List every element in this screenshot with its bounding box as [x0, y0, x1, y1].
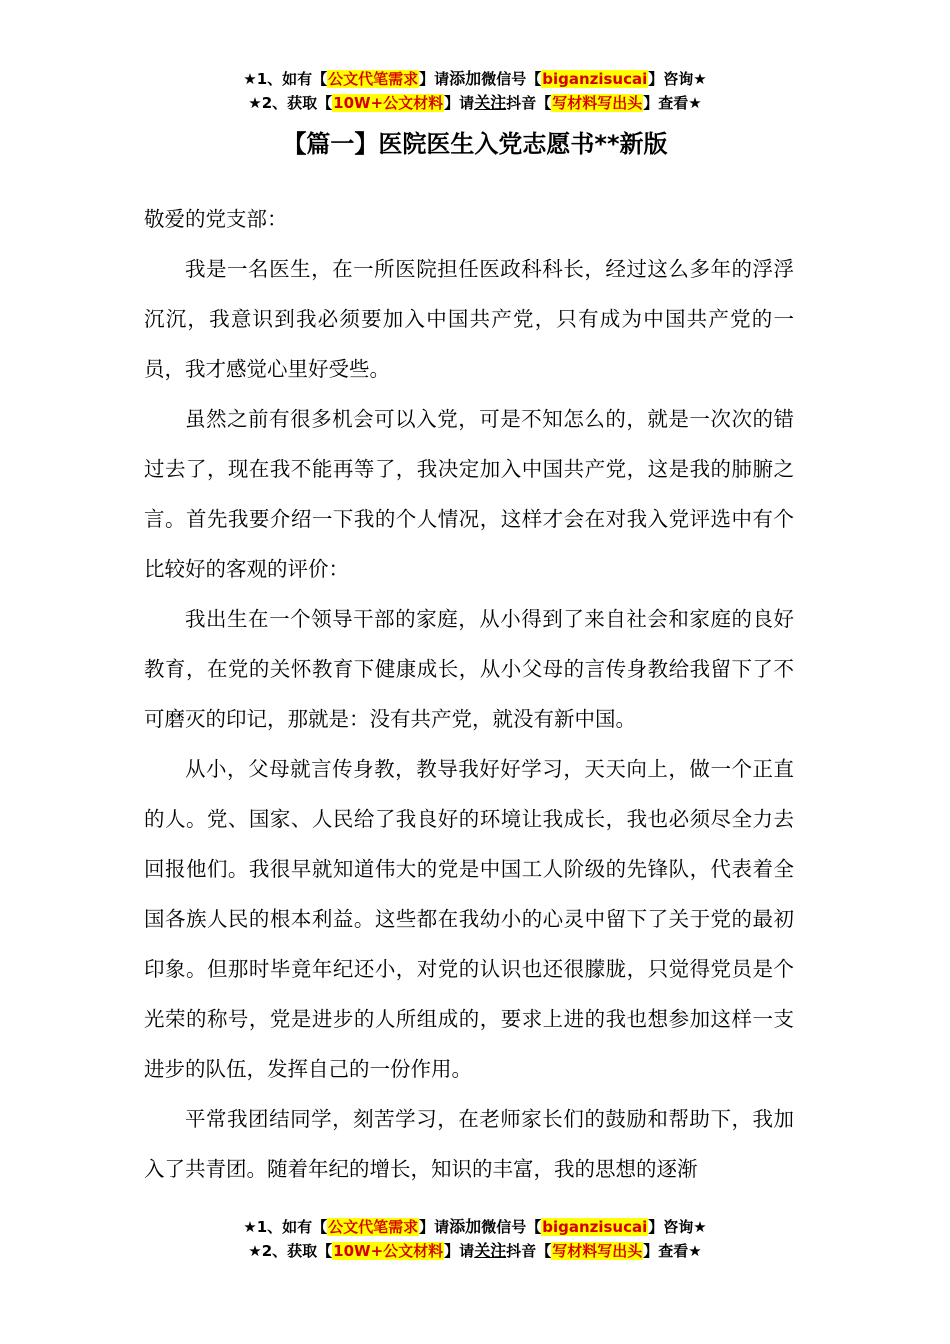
- highlight-douyin: 写材料写出头: [552, 1242, 643, 1260]
- document-body: [144, 194, 794, 1194]
- banner-line-2: [0, 1239, 950, 1263]
- banner-text: 抖音【: [506, 1242, 552, 1260]
- star-icon: ★: [243, 1218, 257, 1236]
- star-icon: ★: [248, 94, 262, 112]
- banner-emphasis: 关注: [474, 1241, 507, 1260]
- banner-text: 2、获取【: [261, 1242, 333, 1260]
- star-icon: ★: [688, 94, 702, 112]
- banner-text: 】咨询: [648, 70, 694, 88]
- star-icon: ★: [248, 1242, 262, 1260]
- banner-emphasis: 添加: [449, 69, 482, 88]
- paragraph: 虽然之前有很多机会可以入党，可是不知怎么的，就是一次次的错过去了，现在我不能再等了，我决定加入中国共产党，这是我的肺腑之言。首先我要介绍一下我的个人情况，这样才会在对我入党评选中有个比较好的客观的评价：: [144, 407, 794, 581]
- star-icon: ★: [688, 1242, 702, 1260]
- highlight-service: 公文代笔需求: [328, 1218, 419, 1236]
- banner-text: 】请: [419, 1218, 450, 1236]
- header-banner: [0, 67, 950, 115]
- banner-text: 】请: [444, 94, 475, 112]
- highlight-wechat-id: biganzisucai: [542, 70, 648, 88]
- banner-emphasis: 关注: [474, 93, 507, 112]
- banner-line-1: [0, 67, 950, 91]
- banner-text: 抖音【: [506, 94, 552, 112]
- banner-line-1: [0, 1215, 950, 1239]
- salutation: 敬爱的党支部：: [144, 207, 288, 231]
- banner-emphasis: 添加: [449, 1217, 482, 1236]
- paragraph: 平常我团结同学，刻苦学习，在老师家长们的鼓励和帮助下，我加入了共青团。随着年纪的增长，知识的丰富，我的思想的逐渐: [144, 1107, 794, 1181]
- star-icon: ★: [693, 70, 707, 88]
- highlight-service: 公文代笔需求: [328, 70, 419, 88]
- highlight-materials: 10W+公文材料: [333, 1242, 444, 1260]
- star-icon: ★: [693, 1218, 707, 1236]
- banner-text: 1、如有【: [256, 1218, 328, 1236]
- paragraph: 我是一名医生，在一所医院担任医政科科长，经过这么多年的浮浮沉沉，我意识到我必须要加入中国共产党，只有成为中国共产党的一员，我才感觉心里好受些。: [144, 257, 794, 381]
- banner-text: 2、获取【: [261, 94, 333, 112]
- banner-line-2: [0, 91, 950, 115]
- banner-text: 】查看: [643, 94, 689, 112]
- highlight-materials: 10W+公文材料: [333, 94, 444, 112]
- banner-text: 微信号【: [481, 1218, 542, 1236]
- banner-text: 微信号【: [481, 70, 542, 88]
- paragraph: 从小，父母就言传身教，教导我好好学习，天天向上，做一个正直的人。党、国家、人民给了我良好的环境让我成长，我也必须尽全力去回报他们。我很早就知道伟大的党是中国工人阶级的先锋队，代表着全国各族人民的根本利益。这些都在我幼小的心灵中留下了关于党的最初印象。但那时毕竟年纪还小，对党的认识也还很朦胧，只觉得党员是个光荣的称号，党是进步的人所组成的，要求上进的我也想参加这样一支进步的队伍，发挥自己的一份作用。: [144, 757, 794, 1081]
- paragraph: 我出生在一个领导干部的家庭，从小得到了来自社会和家庭的良好教育，在党的关怀教育下健康成长，从小父母的言传身教给我留下了不可磨灭的印记，那就是：没有共产党，就没有新中国。: [144, 607, 794, 731]
- banner-text: 】咨询: [648, 1218, 694, 1236]
- banner-text: 1、如有【: [256, 70, 328, 88]
- banner-text: 】请: [444, 1242, 475, 1260]
- highlight-wechat-id: biganzisucai: [542, 1218, 648, 1236]
- document-title: 【篇一】医院医生入党志愿书**新版: [282, 130, 668, 158]
- star-icon: ★: [243, 70, 257, 88]
- banner-text: 】查看: [643, 1242, 689, 1260]
- footer-banner: [0, 1215, 950, 1263]
- banner-text: 】请: [419, 70, 450, 88]
- highlight-douyin: 写材料写出头: [552, 94, 643, 112]
